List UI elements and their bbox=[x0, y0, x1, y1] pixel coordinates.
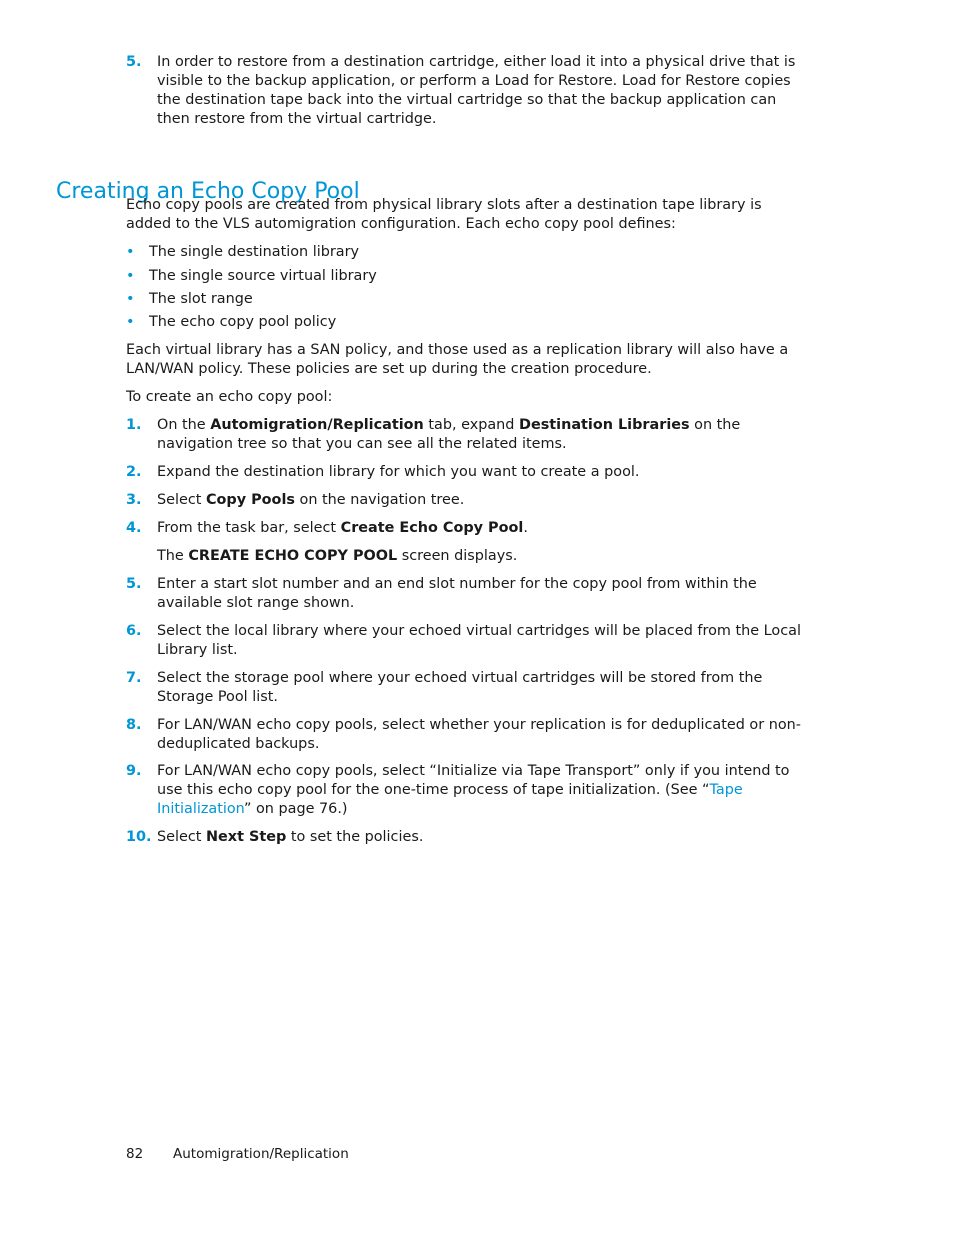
policy-paragraph: Each virtual library has a SAN policy, and those used as a replication library will also have a LAN/WAN policy. These policies are set up during the creation procedure. bbox=[126, 342, 789, 377]
bullet-icon: • bbox=[126, 244, 135, 260]
step-note-text: The CREATE ECHO COPY POOL screen displays. bbox=[157, 548, 518, 564]
chapter-title: Automigration/Replication bbox=[173, 1146, 349, 1162]
step-text: Select Copy Pools on the navigation tree. bbox=[157, 492, 465, 508]
ui-term: Create Echo Copy Pool bbox=[340, 520, 524, 536]
step-text: From the task bar, select Create Echo Copy Pool. bbox=[157, 520, 528, 536]
step-text: On the Automigration/Replication tab, expand Destination Libraries on the navigation tree so that you can see all the related items. bbox=[157, 417, 741, 452]
ui-term: Destination Libraries bbox=[519, 417, 690, 433]
step-number: 3. bbox=[126, 492, 142, 508]
bullet-text: The single source virtual library bbox=[149, 268, 377, 284]
lead-in-paragraph: To create an echo copy pool: bbox=[126, 389, 333, 405]
step-number: 6. bbox=[126, 623, 142, 639]
step-number: 8. bbox=[126, 717, 142, 733]
ui-term: Automigration/Replication bbox=[210, 417, 424, 433]
step-9 bbox=[126, 762, 806, 819]
ui-term: CREATE ECHO COPY POOL bbox=[188, 548, 398, 564]
step-7 bbox=[126, 669, 806, 707]
step-text: Select Next Step to set the policies. bbox=[157, 829, 424, 845]
bullet-item bbox=[126, 267, 726, 286]
bullet-icon: • bbox=[126, 291, 135, 307]
bullet-item bbox=[126, 243, 726, 262]
step-8 bbox=[126, 716, 806, 754]
bullet-text: The echo copy pool policy bbox=[149, 314, 337, 330]
step-text: Enter a start slot number and an end slot number for the copy pool from within the available slot range shown. bbox=[157, 576, 757, 611]
bullet-icon: • bbox=[126, 314, 135, 330]
step-3 bbox=[126, 491, 806, 510]
bullet-icon: • bbox=[126, 268, 135, 284]
step-1 bbox=[126, 416, 806, 454]
step-text: Expand the destination library for which you want to create a pool. bbox=[157, 464, 640, 480]
step-number: 9. bbox=[126, 763, 142, 779]
step-text: For LAN/WAN echo copy pools, select “Initialize via Tape Transport” only if you intend to use this echo copy pool for the one-time process of tape initialization. (See “Tape Initialization” on page 76.) bbox=[157, 763, 790, 817]
step-4 bbox=[126, 519, 806, 538]
bullet-item bbox=[126, 313, 726, 332]
step-number: 10. bbox=[126, 829, 152, 845]
step-4-note bbox=[126, 547, 806, 566]
step-text: In order to restore from a destination cartridge, either load it into a physical drive that is visible to the backup application, or perform a Load for Restore. Load for Restore copies the destination tape back into the virtual cartridge so that the backup application can then restore from the virtual cartridge. bbox=[157, 54, 796, 127]
step-10 bbox=[126, 828, 806, 847]
step-number: 4. bbox=[126, 520, 142, 536]
step-text: Select the storage pool where your echoed virtual cartridges will be stored from the Storage Pool list. bbox=[157, 670, 763, 705]
step-text: For LAN/WAN echo copy pools, select whether your replication is for deduplicated or non-deduplicated backups. bbox=[157, 717, 801, 752]
tape-initialization-link[interactable]: Tape Initialization bbox=[157, 782, 743, 817]
section-heading: Creating an Echo Copy Pool bbox=[56, 179, 360, 205]
step-number: 7. bbox=[126, 670, 142, 686]
step-number: 5. bbox=[126, 576, 142, 592]
step-5-restore bbox=[126, 53, 806, 129]
bullet-text: The single destination library bbox=[149, 244, 360, 260]
step-number: 2. bbox=[126, 464, 142, 480]
bullet-text: The slot range bbox=[149, 291, 253, 307]
step-2 bbox=[126, 463, 806, 482]
step-number: 1. bbox=[126, 417, 142, 433]
step-text: Select the local library where your echoed virtual cartridges will be placed from the Local Library list. bbox=[157, 623, 801, 658]
step-number: 5. bbox=[126, 54, 142, 70]
intro-paragraph: Echo copy pools are created from physical library slots after a destination tape library is added to the VLS automigration configuration. Each echo copy pool defines: bbox=[126, 197, 762, 232]
page-number: 82 bbox=[126, 1146, 144, 1162]
ui-term: Copy Pools bbox=[205, 492, 295, 508]
ui-term: Next Step bbox=[205, 829, 287, 845]
step-6 bbox=[126, 622, 806, 660]
step-5 bbox=[126, 575, 806, 613]
bullet-item bbox=[126, 290, 726, 309]
